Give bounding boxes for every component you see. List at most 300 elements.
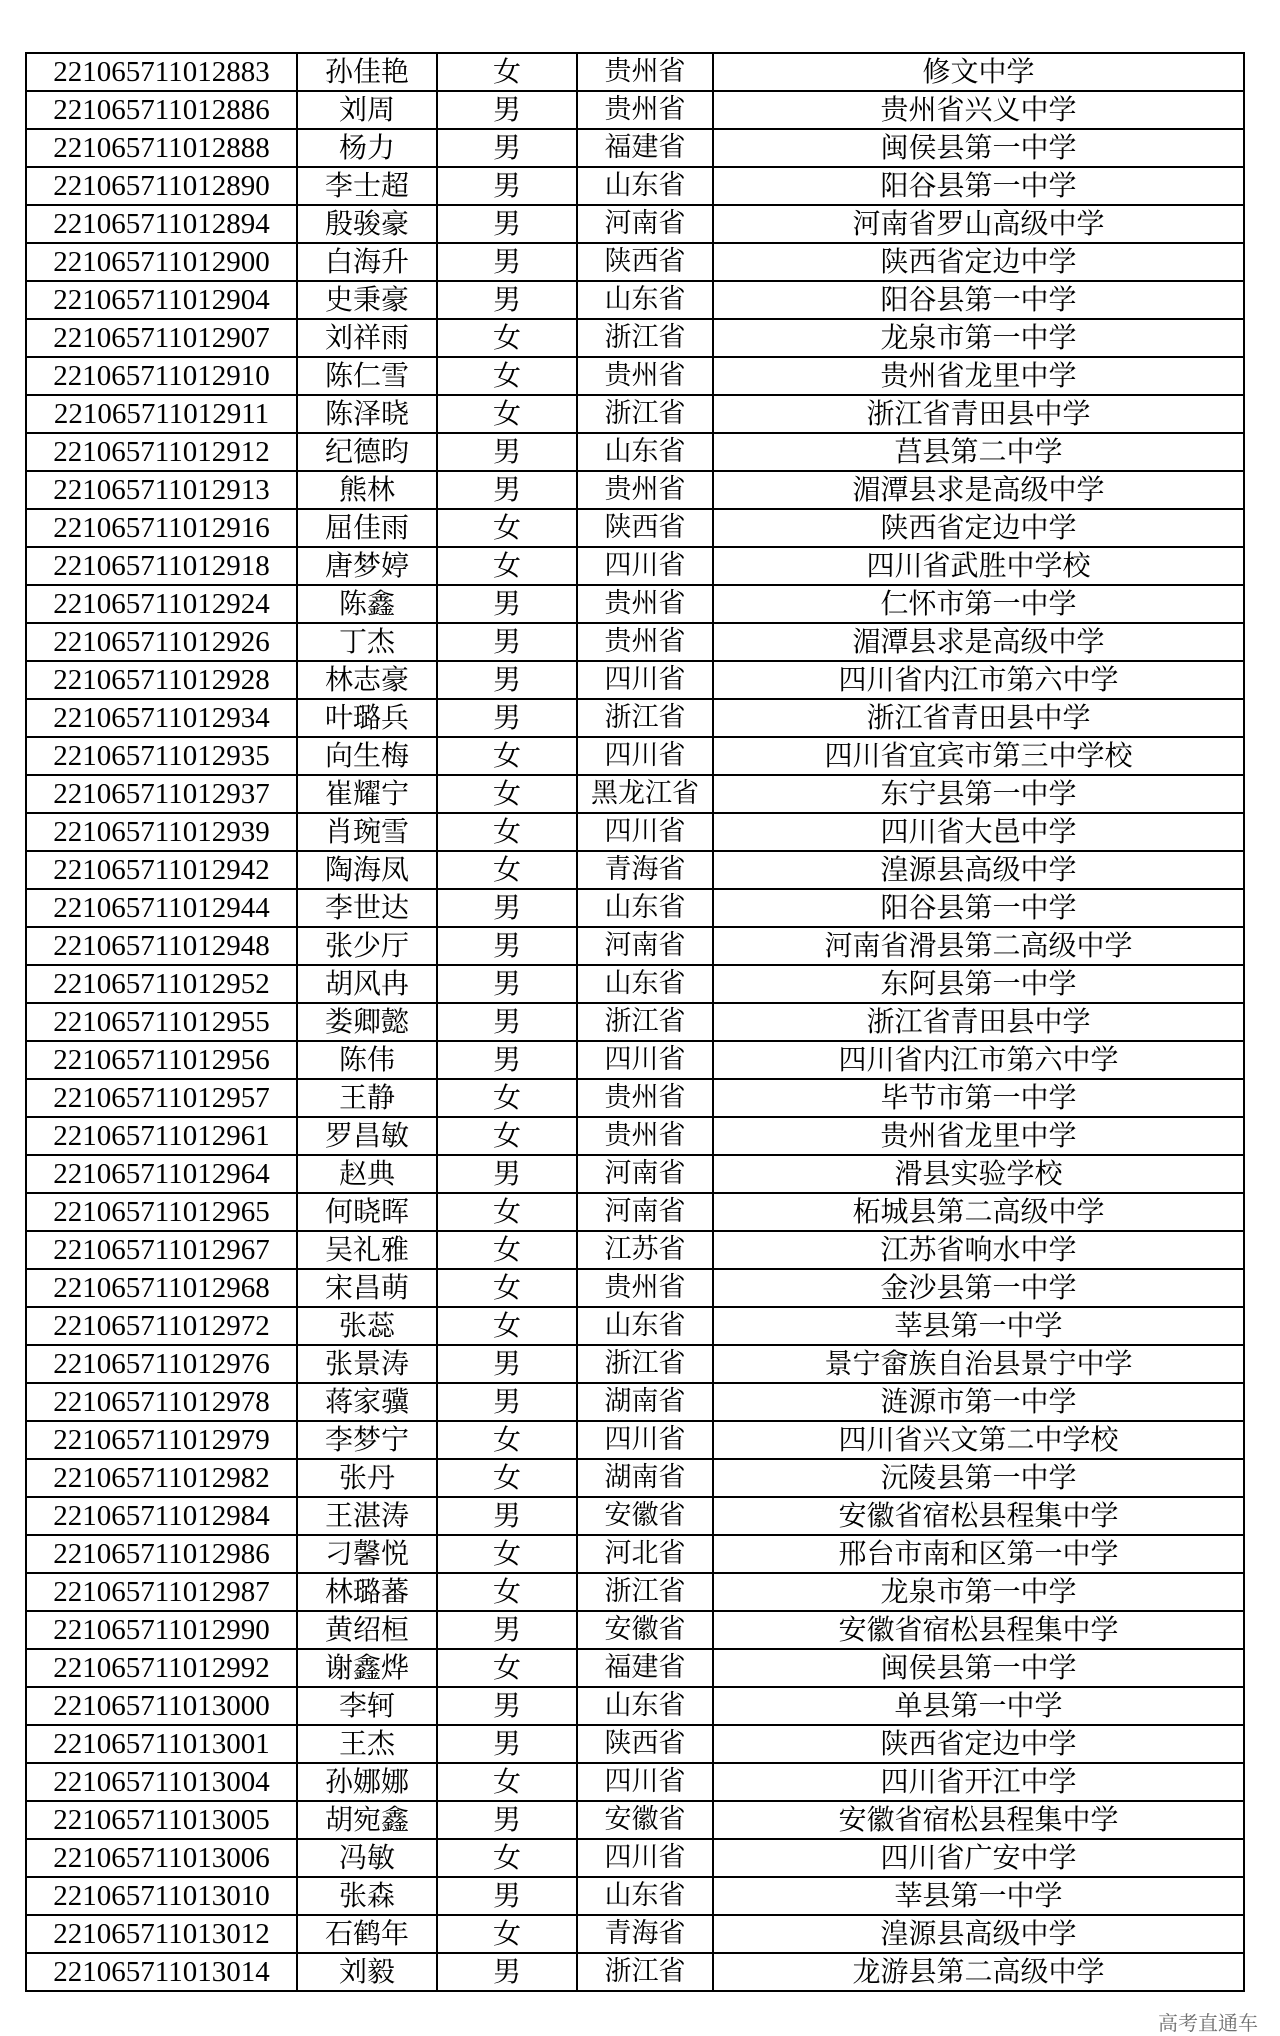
province-cell: 浙江省 bbox=[577, 1953, 713, 1991]
exam-id-cell: 221065711013006 bbox=[26, 1839, 297, 1877]
table-row bbox=[26, 737, 1244, 775]
exam-id-cell: 221065711012948 bbox=[26, 927, 297, 965]
gender-cell: 女 bbox=[437, 1307, 577, 1345]
gender-cell: 男 bbox=[437, 1003, 577, 1041]
table-row bbox=[26, 547, 1244, 585]
table-row bbox=[26, 357, 1244, 395]
name-cell: 孙佳艳 bbox=[297, 53, 437, 91]
table-row bbox=[26, 319, 1244, 357]
province-cell: 浙江省 bbox=[577, 1345, 713, 1383]
table-row bbox=[26, 1687, 1244, 1725]
exam-id-cell: 221065711012972 bbox=[26, 1307, 297, 1345]
gender-cell: 女 bbox=[437, 1839, 577, 1877]
school-cell: 安徽省宿松县程集中学 bbox=[713, 1497, 1244, 1535]
school-cell: 景宁畲族自治县景宁中学 bbox=[713, 1345, 1244, 1383]
province-cell: 四川省 bbox=[577, 1041, 713, 1079]
province-cell: 安徽省 bbox=[577, 1801, 713, 1839]
province-cell: 山东省 bbox=[577, 1687, 713, 1725]
name-cell: 陶海凤 bbox=[297, 851, 437, 889]
table-row bbox=[26, 965, 1244, 1003]
name-cell: 李梦宁 bbox=[297, 1421, 437, 1459]
gender-cell: 女 bbox=[437, 1421, 577, 1459]
gender-cell: 女 bbox=[437, 1763, 577, 1801]
table-row bbox=[26, 1611, 1244, 1649]
province-cell: 四川省 bbox=[577, 1839, 713, 1877]
exam-id-cell: 221065711012918 bbox=[26, 547, 297, 585]
exam-id-cell: 221065711012894 bbox=[26, 205, 297, 243]
province-cell: 山东省 bbox=[577, 1307, 713, 1345]
exam-id-cell: 221065711012911 bbox=[26, 395, 297, 433]
exam-id-cell: 221065711012913 bbox=[26, 471, 297, 509]
exam-id-cell: 221065711012886 bbox=[26, 91, 297, 129]
gender-cell: 男 bbox=[437, 129, 577, 167]
school-cell: 莘县第一中学 bbox=[713, 1307, 1244, 1345]
table-row bbox=[26, 1421, 1244, 1459]
school-cell: 湄潭县求是高级中学 bbox=[713, 471, 1244, 509]
exam-id-cell: 221065711012888 bbox=[26, 129, 297, 167]
province-cell: 山东省 bbox=[577, 965, 713, 1003]
exam-id-cell: 221065711013004 bbox=[26, 1763, 297, 1801]
school-cell: 浙江省青田县中学 bbox=[713, 395, 1244, 433]
name-cell: 纪德昀 bbox=[297, 433, 437, 471]
gender-cell: 女 bbox=[437, 1649, 577, 1687]
province-cell: 山东省 bbox=[577, 281, 713, 319]
province-cell: 贵州省 bbox=[577, 471, 713, 509]
name-cell: 林志豪 bbox=[297, 661, 437, 699]
name-cell: 杨力 bbox=[297, 129, 437, 167]
school-cell: 柘城县第二高级中学 bbox=[713, 1193, 1244, 1231]
gender-cell: 女 bbox=[437, 395, 577, 433]
school-cell: 陕西省定边中学 bbox=[713, 1725, 1244, 1763]
table-row bbox=[26, 129, 1244, 167]
exam-id-cell: 221065711012965 bbox=[26, 1193, 297, 1231]
gender-cell: 男 bbox=[437, 623, 577, 661]
table-body bbox=[26, 53, 1244, 1991]
gender-cell: 女 bbox=[437, 737, 577, 775]
province-cell: 浙江省 bbox=[577, 1573, 713, 1611]
table-row bbox=[26, 167, 1244, 205]
exam-id-cell: 221065711013010 bbox=[26, 1877, 297, 1915]
exam-id-cell: 221065711012982 bbox=[26, 1459, 297, 1497]
table-row bbox=[26, 623, 1244, 661]
name-cell: 张森 bbox=[297, 1877, 437, 1915]
name-cell: 向生梅 bbox=[297, 737, 437, 775]
province-cell: 浙江省 bbox=[577, 319, 713, 357]
admission-list-table bbox=[25, 52, 1245, 1992]
name-cell: 王湛涛 bbox=[297, 1497, 437, 1535]
exam-id-cell: 221065711012979 bbox=[26, 1421, 297, 1459]
name-cell: 刘毅 bbox=[297, 1953, 437, 1991]
province-cell: 湖南省 bbox=[577, 1383, 713, 1421]
name-cell: 张景涛 bbox=[297, 1345, 437, 1383]
table-row bbox=[26, 1459, 1244, 1497]
gender-cell: 女 bbox=[437, 1231, 577, 1269]
table-row bbox=[26, 1649, 1244, 1687]
school-cell: 四川省武胜中学校 bbox=[713, 547, 1244, 585]
exam-id-cell: 221065711012900 bbox=[26, 243, 297, 281]
exam-id-cell: 221065711012976 bbox=[26, 1345, 297, 1383]
exam-id-cell: 221065711012942 bbox=[26, 851, 297, 889]
name-cell: 张少厅 bbox=[297, 927, 437, 965]
gender-cell: 男 bbox=[437, 699, 577, 737]
name-cell: 肖琬雪 bbox=[297, 813, 437, 851]
table-row bbox=[26, 927, 1244, 965]
exam-id-cell: 221065711012978 bbox=[26, 1383, 297, 1421]
gender-cell: 女 bbox=[437, 319, 577, 357]
name-cell: 黄绍桓 bbox=[297, 1611, 437, 1649]
school-cell: 龙游县第二高级中学 bbox=[713, 1953, 1244, 1991]
gender-cell: 男 bbox=[437, 585, 577, 623]
gender-cell: 男 bbox=[437, 889, 577, 927]
gender-cell: 女 bbox=[437, 775, 577, 813]
exam-id-cell: 221065711012961 bbox=[26, 1117, 297, 1155]
name-cell: 丁杰 bbox=[297, 623, 437, 661]
table-row bbox=[26, 243, 1244, 281]
table-row bbox=[26, 1953, 1244, 1991]
exam-id-cell: 221065711012924 bbox=[26, 585, 297, 623]
school-cell: 四川省兴文第二中学校 bbox=[713, 1421, 1244, 1459]
province-cell: 河南省 bbox=[577, 1193, 713, 1231]
province-cell: 贵州省 bbox=[577, 53, 713, 91]
name-cell: 谢鑫烨 bbox=[297, 1649, 437, 1687]
province-cell: 山东省 bbox=[577, 433, 713, 471]
exam-id-cell: 221065711012964 bbox=[26, 1155, 297, 1193]
exam-id-cell: 221065711012904 bbox=[26, 281, 297, 319]
gender-cell: 男 bbox=[437, 1497, 577, 1535]
province-cell: 福建省 bbox=[577, 129, 713, 167]
school-cell: 贵州省兴义中学 bbox=[713, 91, 1244, 129]
table-row bbox=[26, 1497, 1244, 1535]
school-cell: 四川省广安中学 bbox=[713, 1839, 1244, 1877]
school-cell: 浙江省青田县中学 bbox=[713, 699, 1244, 737]
province-cell: 四川省 bbox=[577, 1421, 713, 1459]
exam-id-cell: 221065711012928 bbox=[26, 661, 297, 699]
name-cell: 殷骏豪 bbox=[297, 205, 437, 243]
name-cell: 叶璐兵 bbox=[297, 699, 437, 737]
exam-id-cell: 221065711012992 bbox=[26, 1649, 297, 1687]
table-row bbox=[26, 1269, 1244, 1307]
gender-cell: 女 bbox=[437, 1459, 577, 1497]
exam-id-cell: 221065711012907 bbox=[26, 319, 297, 357]
province-cell: 安徽省 bbox=[577, 1497, 713, 1535]
name-cell: 熊林 bbox=[297, 471, 437, 509]
name-cell: 李士超 bbox=[297, 167, 437, 205]
gender-cell: 男 bbox=[437, 1801, 577, 1839]
gender-cell: 女 bbox=[437, 547, 577, 585]
gender-cell: 男 bbox=[437, 243, 577, 281]
exam-id-cell: 221065711012890 bbox=[26, 167, 297, 205]
exam-id-cell: 221065711012944 bbox=[26, 889, 297, 927]
gender-cell: 男 bbox=[437, 281, 577, 319]
name-cell: 崔耀宁 bbox=[297, 775, 437, 813]
exam-id-cell: 221065711012939 bbox=[26, 813, 297, 851]
province-cell: 陕西省 bbox=[577, 243, 713, 281]
gender-cell: 女 bbox=[437, 1573, 577, 1611]
exam-id-cell: 221065711012952 bbox=[26, 965, 297, 1003]
name-cell: 唐梦婷 bbox=[297, 547, 437, 585]
gender-cell: 男 bbox=[437, 1345, 577, 1383]
province-cell: 浙江省 bbox=[577, 1003, 713, 1041]
gender-cell: 男 bbox=[437, 661, 577, 699]
gender-cell: 男 bbox=[437, 1953, 577, 1991]
school-cell: 东阿县第一中学 bbox=[713, 965, 1244, 1003]
province-cell: 江苏省 bbox=[577, 1231, 713, 1269]
gender-cell: 男 bbox=[437, 1383, 577, 1421]
name-cell: 林璐蕃 bbox=[297, 1573, 437, 1611]
province-cell: 河南省 bbox=[577, 927, 713, 965]
school-cell: 贵州省龙里中学 bbox=[713, 357, 1244, 395]
school-cell: 闽侯县第一中学 bbox=[713, 1649, 1244, 1687]
exam-id-cell: 221065711013001 bbox=[26, 1725, 297, 1763]
name-cell: 张蕊 bbox=[297, 1307, 437, 1345]
table-row bbox=[26, 91, 1244, 129]
school-cell: 金沙县第一中学 bbox=[713, 1269, 1244, 1307]
school-cell: 阳谷县第一中学 bbox=[713, 167, 1244, 205]
school-cell: 修文中学 bbox=[713, 53, 1244, 91]
province-cell: 浙江省 bbox=[577, 395, 713, 433]
school-cell: 四川省内江市第六中学 bbox=[713, 1041, 1244, 1079]
school-cell: 湟源县高级中学 bbox=[713, 1915, 1244, 1953]
name-cell: 宋昌萌 bbox=[297, 1269, 437, 1307]
province-cell: 青海省 bbox=[577, 1915, 713, 1953]
table-row bbox=[26, 205, 1244, 243]
exam-id-cell: 221065711013000 bbox=[26, 1687, 297, 1725]
table-row bbox=[26, 1801, 1244, 1839]
school-cell: 阳谷县第一中学 bbox=[713, 281, 1244, 319]
school-cell: 浙江省青田县中学 bbox=[713, 1003, 1244, 1041]
school-cell: 闽侯县第一中学 bbox=[713, 129, 1244, 167]
table-row bbox=[26, 1193, 1244, 1231]
table-row bbox=[26, 1117, 1244, 1155]
school-cell: 江苏省响水中学 bbox=[713, 1231, 1244, 1269]
school-cell: 沅陵县第一中学 bbox=[713, 1459, 1244, 1497]
province-cell: 贵州省 bbox=[577, 91, 713, 129]
table-row bbox=[26, 1877, 1244, 1915]
school-cell: 毕节市第一中学 bbox=[713, 1079, 1244, 1117]
name-cell: 刘祥雨 bbox=[297, 319, 437, 357]
exam-id-cell: 221065711012987 bbox=[26, 1573, 297, 1611]
province-cell: 四川省 bbox=[577, 547, 713, 585]
name-cell: 王杰 bbox=[297, 1725, 437, 1763]
gender-cell: 女 bbox=[437, 1193, 577, 1231]
province-cell: 山东省 bbox=[577, 1877, 713, 1915]
name-cell: 陈仁雪 bbox=[297, 357, 437, 395]
province-cell: 贵州省 bbox=[577, 1269, 713, 1307]
name-cell: 胡风冉 bbox=[297, 965, 437, 1003]
exam-id-cell: 221065711012984 bbox=[26, 1497, 297, 1535]
school-cell: 四川省内江市第六中学 bbox=[713, 661, 1244, 699]
name-cell: 李轲 bbox=[297, 1687, 437, 1725]
exam-id-cell: 221065711012957 bbox=[26, 1079, 297, 1117]
table-row bbox=[26, 1383, 1244, 1421]
name-cell: 罗昌敏 bbox=[297, 1117, 437, 1155]
province-cell: 贵州省 bbox=[577, 585, 713, 623]
province-cell: 青海省 bbox=[577, 851, 713, 889]
table-row bbox=[26, 1535, 1244, 1573]
name-cell: 赵典 bbox=[297, 1155, 437, 1193]
province-cell: 陕西省 bbox=[577, 509, 713, 547]
school-cell: 湄潭县求是高级中学 bbox=[713, 623, 1244, 661]
gender-cell: 男 bbox=[437, 205, 577, 243]
name-cell: 胡宛鑫 bbox=[297, 1801, 437, 1839]
province-cell: 陕西省 bbox=[577, 1725, 713, 1763]
province-cell: 黑龙江省 bbox=[577, 775, 713, 813]
table-row bbox=[26, 1041, 1244, 1079]
name-cell: 陈鑫 bbox=[297, 585, 437, 623]
school-cell: 四川省宜宾市第三中学校 bbox=[713, 737, 1244, 775]
table-row bbox=[26, 585, 1244, 623]
exam-id-cell: 221065711012910 bbox=[26, 357, 297, 395]
school-cell: 滑县实验学校 bbox=[713, 1155, 1244, 1193]
gender-cell: 男 bbox=[437, 927, 577, 965]
gender-cell: 女 bbox=[437, 357, 577, 395]
name-cell: 石鹤年 bbox=[297, 1915, 437, 1953]
gender-cell: 女 bbox=[437, 813, 577, 851]
exam-id-cell: 221065711013005 bbox=[26, 1801, 297, 1839]
table-row bbox=[26, 661, 1244, 699]
name-cell: 陈泽晓 bbox=[297, 395, 437, 433]
table-row bbox=[26, 1079, 1244, 1117]
gender-cell: 男 bbox=[437, 1725, 577, 1763]
gender-cell: 女 bbox=[437, 1915, 577, 1953]
exam-id-cell: 221065711012990 bbox=[26, 1611, 297, 1649]
table-row bbox=[26, 1573, 1244, 1611]
gender-cell: 男 bbox=[437, 433, 577, 471]
table-row bbox=[26, 813, 1244, 851]
table-row bbox=[26, 53, 1244, 91]
exam-id-cell: 221065711013014 bbox=[26, 1953, 297, 1991]
table-row bbox=[26, 433, 1244, 471]
school-cell: 龙泉市第一中学 bbox=[713, 1573, 1244, 1611]
name-cell: 娄卿懿 bbox=[297, 1003, 437, 1041]
table-row bbox=[26, 851, 1244, 889]
name-cell: 蒋家骥 bbox=[297, 1383, 437, 1421]
province-cell: 贵州省 bbox=[577, 357, 713, 395]
gender-cell: 女 bbox=[437, 1079, 577, 1117]
name-cell: 王静 bbox=[297, 1079, 437, 1117]
school-cell: 安徽省宿松县程集中学 bbox=[713, 1611, 1244, 1649]
province-cell: 贵州省 bbox=[577, 1117, 713, 1155]
name-cell: 刘周 bbox=[297, 91, 437, 129]
school-cell: 安徽省宿松县程集中学 bbox=[713, 1801, 1244, 1839]
name-cell: 吴礼雅 bbox=[297, 1231, 437, 1269]
school-cell: 贵州省龙里中学 bbox=[713, 1117, 1244, 1155]
name-cell: 屈佳雨 bbox=[297, 509, 437, 547]
table-row bbox=[26, 1763, 1244, 1801]
gender-cell: 女 bbox=[437, 1117, 577, 1155]
exam-id-cell: 221065711012883 bbox=[26, 53, 297, 91]
gender-cell: 男 bbox=[437, 1155, 577, 1193]
name-cell: 刁馨悦 bbox=[297, 1535, 437, 1573]
gender-cell: 男 bbox=[437, 1041, 577, 1079]
province-cell: 山东省 bbox=[577, 889, 713, 927]
province-cell: 安徽省 bbox=[577, 1611, 713, 1649]
name-cell: 陈伟 bbox=[297, 1041, 437, 1079]
school-cell: 河南省罗山高级中学 bbox=[713, 205, 1244, 243]
province-cell: 河北省 bbox=[577, 1535, 713, 1573]
table-row bbox=[26, 699, 1244, 737]
exam-id-cell: 221065711012955 bbox=[26, 1003, 297, 1041]
school-cell: 龙泉市第一中学 bbox=[713, 319, 1244, 357]
province-cell: 四川省 bbox=[577, 661, 713, 699]
gender-cell: 男 bbox=[437, 91, 577, 129]
school-cell: 东宁县第一中学 bbox=[713, 775, 1244, 813]
school-cell: 四川省大邑中学 bbox=[713, 813, 1244, 851]
exam-id-cell: 221065711012967 bbox=[26, 1231, 297, 1269]
exam-id-cell: 221065711012935 bbox=[26, 737, 297, 775]
province-cell: 福建省 bbox=[577, 1649, 713, 1687]
province-cell: 四川省 bbox=[577, 737, 713, 775]
gender-cell: 女 bbox=[437, 509, 577, 547]
province-cell: 贵州省 bbox=[577, 623, 713, 661]
exam-id-cell: 221065711012937 bbox=[26, 775, 297, 813]
table-row bbox=[26, 1839, 1244, 1877]
name-cell: 史秉豪 bbox=[297, 281, 437, 319]
table-row bbox=[26, 1725, 1244, 1763]
gender-cell: 男 bbox=[437, 1687, 577, 1725]
gender-cell: 男 bbox=[437, 1877, 577, 1915]
school-cell: 湟源县高级中学 bbox=[713, 851, 1244, 889]
school-cell: 陕西省定边中学 bbox=[713, 509, 1244, 547]
exam-id-cell: 221065711012926 bbox=[26, 623, 297, 661]
table-row bbox=[26, 1307, 1244, 1345]
name-cell: 冯敏 bbox=[297, 1839, 437, 1877]
exam-id-cell: 221065711012934 bbox=[26, 699, 297, 737]
province-cell: 湖南省 bbox=[577, 1459, 713, 1497]
school-cell: 河南省滑县第二高级中学 bbox=[713, 927, 1244, 965]
exam-id-cell: 221065711013012 bbox=[26, 1915, 297, 1953]
gender-cell: 男 bbox=[437, 1611, 577, 1649]
table-row bbox=[26, 1155, 1244, 1193]
school-cell: 邢台市南和区第一中学 bbox=[713, 1535, 1244, 1573]
table-row bbox=[26, 1345, 1244, 1383]
gender-cell: 女 bbox=[437, 851, 577, 889]
school-cell: 涟源市第一中学 bbox=[713, 1383, 1244, 1421]
school-cell: 莒县第二中学 bbox=[713, 433, 1244, 471]
gender-cell: 男 bbox=[437, 965, 577, 1003]
table-row bbox=[26, 1915, 1244, 1953]
school-cell: 仁怀市第一中学 bbox=[713, 585, 1244, 623]
school-cell: 四川省开江中学 bbox=[713, 1763, 1244, 1801]
name-cell: 白海升 bbox=[297, 243, 437, 281]
province-cell: 四川省 bbox=[577, 813, 713, 851]
gender-cell: 男 bbox=[437, 167, 577, 205]
school-cell: 莘县第一中学 bbox=[713, 1877, 1244, 1915]
table-row bbox=[26, 775, 1244, 813]
name-cell: 李世达 bbox=[297, 889, 437, 927]
exam-id-cell: 221065711012968 bbox=[26, 1269, 297, 1307]
gender-cell: 男 bbox=[437, 471, 577, 509]
table-row bbox=[26, 509, 1244, 547]
table-row bbox=[26, 889, 1244, 927]
name-cell: 何晓晖 bbox=[297, 1193, 437, 1231]
table-row bbox=[26, 395, 1244, 433]
table-row bbox=[26, 1003, 1244, 1041]
table-row bbox=[26, 281, 1244, 319]
exam-id-cell: 221065711012956 bbox=[26, 1041, 297, 1079]
table-row bbox=[26, 1231, 1244, 1269]
province-cell: 浙江省 bbox=[577, 699, 713, 737]
name-cell: 张丹 bbox=[297, 1459, 437, 1497]
school-cell: 单县第一中学 bbox=[713, 1687, 1244, 1725]
watermark: 高考直通车 bbox=[1158, 2011, 1258, 2035]
table-row bbox=[26, 471, 1244, 509]
exam-id-cell: 221065711012986 bbox=[26, 1535, 297, 1573]
province-cell: 贵州省 bbox=[577, 1079, 713, 1117]
school-cell: 陕西省定边中学 bbox=[713, 243, 1244, 281]
province-cell: 河南省 bbox=[577, 1155, 713, 1193]
province-cell: 四川省 bbox=[577, 1763, 713, 1801]
